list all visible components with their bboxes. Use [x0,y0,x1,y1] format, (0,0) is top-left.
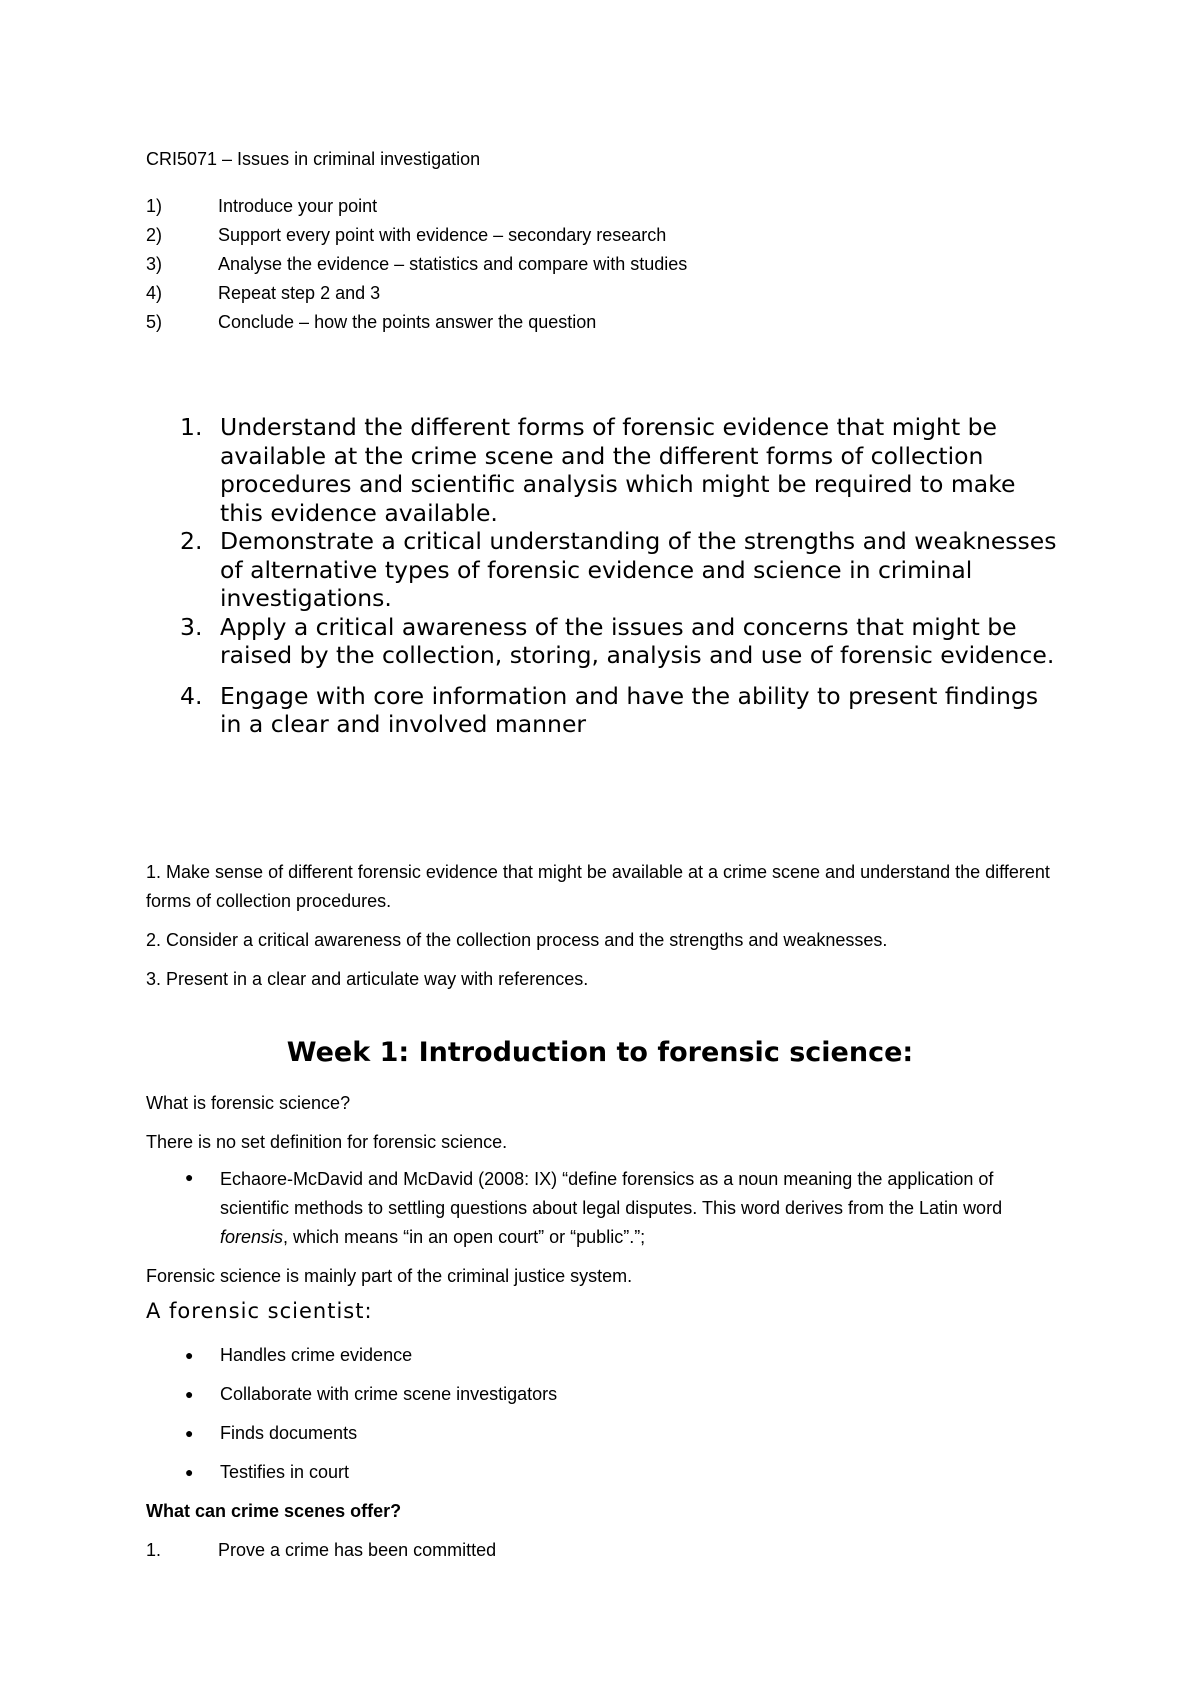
list-item: 4. Engage with core information and have the ability to present findings in a clear and involved manner [180,681,1039,738]
list-item: 2. Demonstrate a critical understanding of the strengths and weaknesses of alternative types of forensic evidence and science in criminal investigations. [180,527,1057,612]
course-title: CRI5071 – Issues in criminal investigation [146,149,481,169]
list-item: ● Collaborate with crime scene investigators [185,1382,557,1421]
quote-text: Echaore-McDavid and McDavid (2008: IX) “define forensics as a noun meaning the application of scientific methods to settling questions about legal disputes. This word derives from the Latin word forensis, which means “in an open court” or “public”.”; [220,1169,1003,1247]
bullet-icon: ● [185,1169,194,1185]
essay-steps-list [146,194,687,339]
learning-outcomes-list [180,413,1060,739]
bullet-icon: ● [185,1464,194,1480]
question-text: What is forensic science? [146,1093,351,1113]
list-item: 2) Support every point with evidence – secondary research [146,225,667,245]
scientist-list [185,1343,557,1499]
list-item: 3) Analyse the evidence – statistics and compare with studies [146,254,688,274]
list-item: 1) Introduce your point [146,196,378,216]
week-heading: Week 1: Introduction to forensic science: [286,1037,914,1068]
summary-points [146,858,1076,1004]
offer-heading: What can crime scenes offer? [146,1501,402,1521]
list-item: 1. Prove a crime has been committed [146,1540,497,1560]
list-item: 4) Repeat step 2 and 3 [146,283,381,303]
section-heading: A forensic scientist: [146,1299,373,1323]
cjs-text: Forensic science is mainly part of the criminal justice system. [146,1266,633,1286]
list-item: 3. Apply a critical awareness of the issues and concerns that might be raised by the collection, storing, analysis and use of forensic evidence. [180,612,1055,669]
list-item: ● Finds documents [185,1421,557,1460]
list-item: 5) Conclude – how the points answer the question [146,312,597,332]
list-item [185,1165,1065,1252]
list-item: 1. Understand the different forms of forensic evidence that might be available at the crime scene and the different forms of collection procedures and scientific analysis which might be required to make this evidence available. [180,413,1016,527]
list-item: ● Testifies in court [185,1460,557,1499]
summary-item: 3. Present in a clear and articulate way with references. [146,969,589,989]
summary-item: 2. Consider a critical awareness of the collection process and the strengths and weaknesses. [146,930,888,950]
quote-list [185,1165,1065,1252]
definition-text: There is no set definition for forensic science. [146,1132,508,1152]
summary-item: 1. Make sense of different forensic evidence that might be available at a crime scene and understand the different forms of collection procedures. [146,862,1050,911]
list-item: ● Handles crime evidence [185,1343,557,1382]
bullet-icon: ● [185,1347,194,1363]
offer-list [146,1538,496,1562]
bullet-icon: ● [185,1425,194,1441]
bullet-icon: ● [185,1386,194,1402]
